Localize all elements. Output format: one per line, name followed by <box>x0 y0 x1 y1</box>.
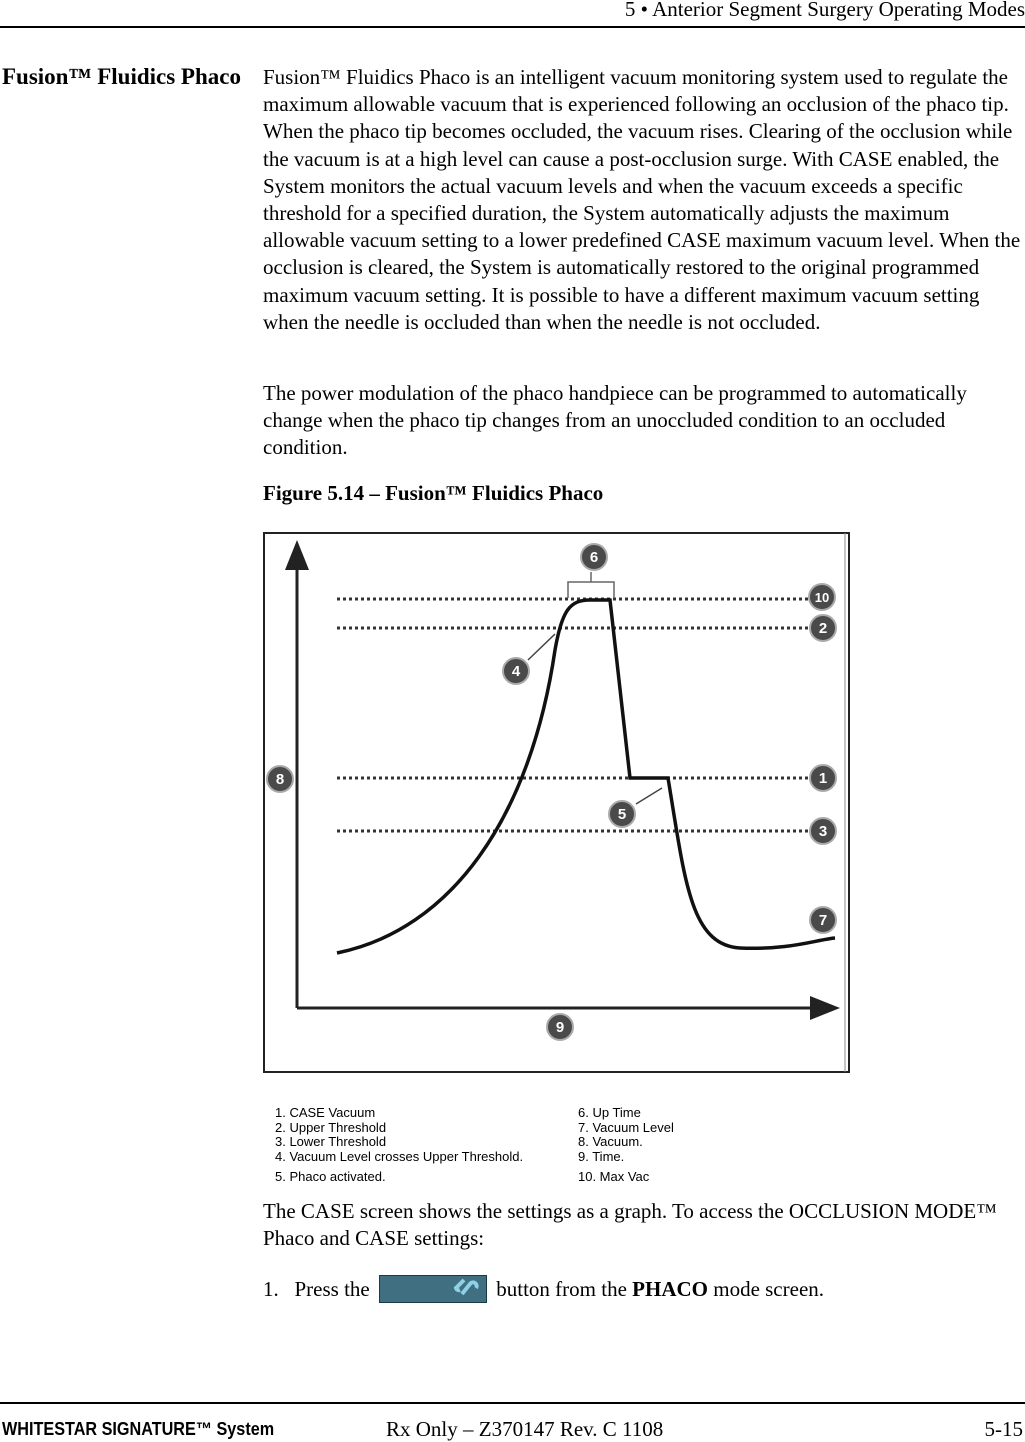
footer-doc: Rx Only – Z370147 Rev. C 1108 <box>386 1417 664 1441</box>
footer-rule <box>0 1402 1025 1404</box>
occlusion-mode-button-image <box>379 1275 487 1303</box>
paragraph-3: The CASE screen shows the settings as a graph. To access the OCCLUSION MODE™ Phaco and CASE settings: <box>263 1199 997 1251</box>
marker-5 <box>609 801 635 827</box>
marker-10 <box>809 584 835 610</box>
svg-text:5: 5 <box>617 806 627 823</box>
marker-8 <box>267 766 293 792</box>
link-icon <box>380 1276 486 1302</box>
svg-text:8: 8 <box>275 771 285 788</box>
marker-6 <box>581 544 607 570</box>
section-title: Fusion™ Fluidics Phaco <box>2 64 241 89</box>
legend-item: 5. Phaco activated. <box>275 1169 386 1185</box>
svg-text:2: 2 <box>818 620 828 637</box>
svg-text:10: 10 <box>814 590 830 605</box>
footer-page: 5-15 <box>984 1417 1023 1441</box>
legend-item: 6. Up Time <box>578 1105 641 1120</box>
figure-frame <box>264 533 849 1072</box>
legend-item: 7. Vacuum Level <box>578 1119 674 1135</box>
svg-text:4: 4 <box>511 663 521 680</box>
legend-item: 2. Upper Threshold <box>275 1119 387 1135</box>
header-rule <box>0 26 1025 28</box>
legend-item: 1. CASE Vacuum <box>275 1105 376 1120</box>
svg-text:3: 3 <box>818 823 828 840</box>
marker-9 <box>547 1014 573 1040</box>
svg-text:9: 9 <box>555 1019 565 1036</box>
footer-product: WHITESTAR SIGNATURE™ System <box>2 1419 275 1439</box>
legend-item: 8. Vacuum. <box>578 1134 643 1150</box>
legend-right <box>578 1106 674 1185</box>
legend-item: 3. Lower Threshold <box>275 1134 387 1150</box>
svg-text:1: 1 <box>818 770 828 787</box>
svg-text:6: 6 <box>589 549 599 566</box>
step-1: 1. Press the button from the PHACO mode screen. <box>263 1277 824 1305</box>
svg-text:7: 7 <box>818 912 828 929</box>
marker-1 <box>810 765 836 791</box>
fusion-fluidics-diagram <box>263 532 851 1073</box>
marker-2 <box>810 615 836 641</box>
marker-4 <box>503 658 529 684</box>
legend-left <box>275 1106 523 1185</box>
marker-3 <box>810 818 836 844</box>
marker-7 <box>810 907 836 933</box>
paragraph-1: Fusion™ Fluidics Phaco is an intelligent vacuum monitoring system used to regulate the maximum allowable vacuum that is experienced following an occlusion of the phaco tip. When the phaco tip becomes occluded, the vacuum rises. Clearing of the occlusion while the vacuum is at a high level can cause a post-occlusion surge. With CASE enabled, the System monitors the actual vacuum levels and when the vacuum exceeds a specific threshold for a specified duration, the System automatically adjusts the maximum allowable vacuum setting to a lower predefined CASE maximum vacuum level. When the occlusion is cleared, the System is automatically restored to the original programmed maximum vacuum setting. It is possible to have a different maximum vacuum setting when the needle is occluded than when the needle is not occluded. <box>263 65 1021 334</box>
legend-item: 4. Vacuum Level crosses Upper Threshold. <box>275 1148 524 1164</box>
paragraph-2: The power modulation of the phaco handpiece can be programmed to automatically change when the phaco tip changes from an unoccluded condition to an occluded condition. <box>263 381 967 460</box>
running-header: 5 • Anterior Segment Surgery Operating Modes <box>624 0 1025 21</box>
figure-title: Figure 5.14 – Fusion™ Fluidics Phaco <box>263 481 604 505</box>
legend-item: 10. Max Vac <box>578 1169 650 1185</box>
legend-item: 9. Time. <box>578 1148 625 1164</box>
